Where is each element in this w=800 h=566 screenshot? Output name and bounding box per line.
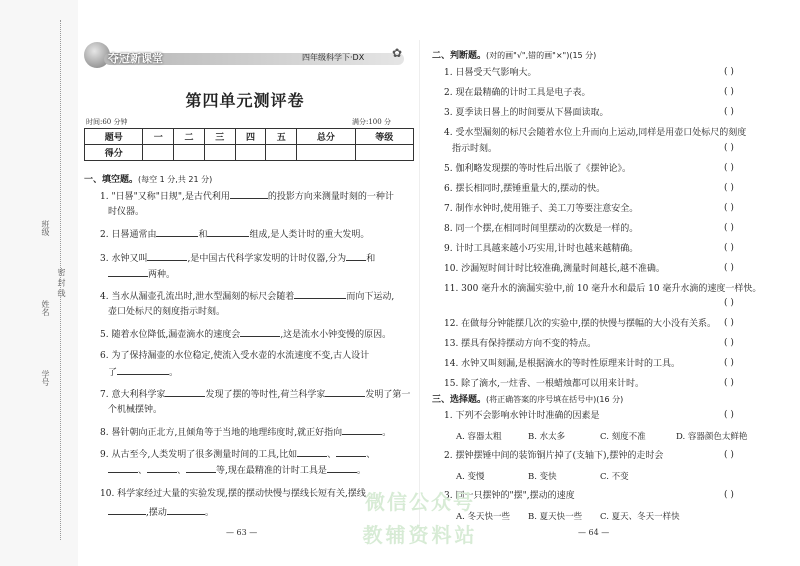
answer-paren[interactable]: ( ) — [724, 450, 734, 460]
section3-note: (将正确答案的序号填在括号中)(16 分) — [486, 395, 624, 404]
answer-paren[interactable]: ( ) — [724, 223, 734, 233]
answer-paren[interactable]: ( ) — [724, 298, 734, 308]
answer-paren[interactable]: ( ) — [724, 490, 734, 500]
score-header-cell: 题号 — [85, 129, 143, 145]
q-text: ,这是流水小钟变慢的原因。 — [280, 330, 392, 340]
q-text: 、 — [327, 450, 337, 460]
q-text: 。 — [356, 466, 366, 476]
answer-paren[interactable]: ( ) — [724, 183, 734, 193]
score-cell — [174, 145, 205, 161]
fill-q9-cont — [108, 464, 366, 477]
choice-q2: 2. 摆钟摆锤中间的装饰铜片掉了(支轴下),摆钟的走时会 — [444, 451, 664, 461]
exam-title: 第四单元测评卷 — [185, 91, 305, 110]
answer-blank[interactable] — [147, 464, 177, 473]
judge-item: 10. 沙漏短时间计时比较准确,测量时间越长,越不准确。 — [444, 264, 665, 274]
fill-q6-cont — [108, 366, 178, 379]
name-label: 姓名 — [41, 300, 50, 316]
answer-blank[interactable] — [147, 252, 187, 261]
q-text: 1. "日晷"又称"日规",是古代利用 — [100, 192, 230, 202]
answer-paren[interactable]: ( ) — [724, 410, 734, 420]
answer-blank[interactable] — [325, 388, 365, 397]
q-text: 4. 当水从漏壶孔流出时,泄水型漏刻的标尺会随着 — [100, 292, 295, 302]
score-table-row — [85, 145, 414, 161]
q-text: 7. 意大利科学家 — [100, 390, 166, 400]
judge-item: 指示时刻。 — [452, 144, 498, 154]
q-text: 。 — [204, 508, 214, 518]
q-text: 发明了第一 — [365, 390, 411, 400]
answer-paren[interactable]: ( ) — [724, 203, 734, 213]
choice-q2-option[interactable]: C. 不变 — [600, 472, 629, 482]
judge-item: 8. 同一个摆,在相同时间里摆动的次数是一样的。 — [444, 224, 639, 234]
score-table — [84, 128, 414, 161]
fill-q6 — [100, 350, 369, 362]
choice-q1-option[interactable]: C. 刻度不准 — [600, 432, 646, 442]
choice-q1: 1. 下列不会影响水钟计时准确的因素是 — [444, 411, 600, 421]
fill-q9 — [100, 448, 375, 461]
score-cell — [235, 145, 266, 161]
q-text: 9. 从古至今,人类发明了很多测量时间的工具,比如 — [100, 450, 298, 460]
answer-blank[interactable] — [108, 464, 138, 473]
q-text: 和 — [366, 254, 376, 264]
q-text: 5. 随着水位降低,漏壶滴水的速度会 — [100, 330, 241, 340]
choice-q2-option[interactable]: B. 变快 — [528, 472, 557, 482]
answer-blank[interactable] — [240, 328, 280, 337]
answer-paren[interactable]: ( ) — [724, 243, 734, 253]
q-text: 了 — [108, 368, 118, 378]
answer-blank[interactable] — [230, 190, 268, 199]
answer-blank[interactable] — [327, 464, 357, 473]
q-text: 组成,是人类计时的重大发明。 — [249, 230, 370, 240]
page-number-right: — 64 — — [578, 528, 610, 537]
q-text: 。 — [382, 428, 392, 438]
watermark-line2: 教辅资料站 — [362, 523, 478, 547]
choice-q1-option[interactable]: A. 容器太粗 — [456, 432, 502, 442]
score-cell — [204, 145, 235, 161]
section1-note: (每空 1 分,共 21 分) — [138, 175, 213, 184]
fill-q10-cont — [108, 506, 214, 519]
section2-heading: 二、判断题。 — [432, 51, 487, 61]
judge-item: 12. 在做每分钟能摆几次的实验中,摆的快慢与摆幅的大小没有关系。 — [444, 319, 717, 329]
score-header-cell: 总分 — [297, 129, 355, 145]
sprout-icon: ✿ — [392, 46, 403, 60]
section3-heading: 三、选择题。 — [432, 395, 487, 405]
watermark-line1: 微信公众号 — [365, 490, 475, 514]
judge-item: 15. 除了滴水,一炷香、一根蜡烛都可以用来计时。 — [444, 379, 645, 389]
choice-q3: 3. 同一只摆钟的"摆",摆动的速度 — [444, 491, 575, 501]
score-cell — [297, 145, 355, 161]
q-text: 而向下运动, — [346, 292, 395, 302]
answer-paren[interactable]: ( ) — [724, 378, 734, 388]
choice-q2-option[interactable]: A. 变慢 — [456, 472, 485, 482]
score-header-cell: 五 — [266, 129, 297, 145]
fill-q7 — [100, 388, 410, 401]
choice-q3-option[interactable]: C. 夏天、冬天一样快 — [600, 512, 680, 522]
answer-blank[interactable] — [117, 366, 169, 375]
class-label: 班级 — [41, 220, 50, 236]
seal-label: 密 封 线 — [57, 268, 66, 298]
score-header-cell: 四 — [235, 129, 266, 145]
section1-heading: 一、填空题。 — [84, 175, 139, 185]
answer-blank[interactable] — [167, 506, 205, 515]
judge-item: 5. 伽利略发现摆的等时性后出版了《摆钟论》。 — [444, 164, 631, 174]
answer-paren[interactable]: ( ) — [724, 318, 734, 328]
fill-q1-cont — [108, 206, 144, 218]
answer-paren[interactable]: ( ) — [724, 87, 734, 97]
judge-item: 6. 摆长相同时,摆锤重量大的,摆动的快。 — [444, 184, 606, 194]
q-text: 两种。 — [148, 270, 176, 280]
answer-blank[interactable] — [186, 464, 216, 473]
answer-paren[interactable]: ( ) — [724, 263, 734, 273]
answer-blank[interactable] — [108, 268, 148, 277]
q-text: 、 — [366, 450, 376, 460]
fill-q1 — [100, 190, 420, 203]
score-header-cell: 等级 — [355, 129, 413, 145]
id-label: 学号 — [41, 370, 50, 386]
page-divider — [419, 40, 420, 540]
judge-item: 9. 计时工具越来越小巧实用,计时也越来越精确。 — [444, 244, 639, 254]
q-text: 。 — [169, 368, 179, 378]
score-row-label: 得分 — [85, 145, 143, 161]
q-text: 8. 晷针朝向正北方,且倾角等于当地的地理纬度时,就正好指向 — [100, 428, 343, 438]
answer-blank[interactable] — [156, 228, 198, 237]
answer-blank[interactable] — [336, 448, 366, 457]
answer-blank[interactable] — [346, 252, 366, 261]
q-text: 个机械摆钟。 — [108, 405, 163, 415]
score-header-cell: 一 — [143, 129, 174, 145]
answer-blank[interactable] — [342, 426, 382, 435]
brand-name: 夺冠新课堂 — [108, 52, 163, 65]
brand-banner — [80, 40, 410, 74]
section3-title — [432, 392, 623, 405]
page-number-left: — 63 — — [226, 528, 258, 537]
q-text: 时仪器。 — [108, 207, 145, 217]
q-text: 壶口处标尺的刻度指示时刻。 — [108, 307, 226, 317]
q-text: 、 — [177, 466, 187, 476]
q-text: 、 — [138, 466, 148, 476]
score-cell — [355, 145, 413, 161]
exam-time: 时间:60 分钟 — [86, 118, 128, 126]
watermark — [320, 486, 520, 548]
judge-item: 7. 制作水钟时,使用锥子、美工刀等要注意安全。 — [444, 204, 639, 214]
judge-item: 2. 现在最精确的计时工具是电子表。 — [444, 88, 591, 98]
fill-q2 — [100, 228, 369, 241]
answer-blank[interactable] — [165, 388, 205, 397]
q-text: 6. 为了保持漏壶的水位稳定,使流入受水壶的水流速度不变,古人设计 — [100, 351, 370, 361]
judge-item: 1. 日晷受天气影响大。 — [444, 68, 537, 78]
score-cell — [143, 145, 174, 161]
section1-title — [84, 172, 212, 185]
score-header-cell: 三 — [204, 129, 235, 145]
answer-blank[interactable] — [297, 448, 327, 457]
judge-item: 4. 受水型漏刻的标尺会随着水位上升而向上运动,同样是用壶口处标尺的刻度 — [444, 128, 747, 138]
q-text: 3. 水钟又叫 — [100, 254, 148, 264]
q-text: ,是中国古代科学家发明的计时仪器,分为 — [187, 254, 347, 264]
fill-q7-cont — [108, 404, 162, 416]
answer-blank[interactable] — [207, 228, 249, 237]
fill-q3-cont — [108, 268, 175, 281]
q-text: 2. 日晷通常由 — [100, 230, 157, 240]
answer-blank[interactable] — [108, 506, 146, 515]
fill-q4-cont — [108, 306, 225, 318]
judge-item: 3. 夏季读日晷上的时间要从下晷面读取。 — [444, 108, 609, 118]
choice-q3-option[interactable]: A. 冬天快一些 — [456, 512, 511, 522]
q-text: 的投影方向来测量时刻的一种计 — [267, 192, 394, 202]
q-text: 等,现在最精准的计时工具是 — [216, 466, 327, 476]
section2-note: (对的画"√",错的画"×")(15 分) — [486, 51, 597, 60]
choice-q1-option[interactable]: B. 水太多 — [528, 432, 566, 442]
judge-item: 14. 水钟又叫刻漏,是根据滴水的等时性原理来计时的工具。 — [444, 359, 681, 369]
answer-paren[interactable]: ( ) — [724, 338, 734, 348]
q-text: 发现了摆的等时性,荷兰科学家 — [205, 390, 326, 400]
score-cell — [266, 145, 297, 161]
q-text: ,摆动 — [146, 508, 167, 518]
answer-paren[interactable]: ( ) — [724, 107, 734, 117]
judge-item: 13. 摆具有保持摆动方向不变的特点。 — [444, 339, 597, 349]
answer-blank[interactable] — [294, 290, 346, 299]
score-header-cell: 二 — [174, 129, 205, 145]
judge-item: 11. 300 毫升水的滴漏实验中,前 10 毫升水和最后 10 毫升水滴的速度一样快。 — [444, 284, 762, 294]
fill-q4 — [100, 290, 394, 303]
answer-paren[interactable]: ( ) — [724, 358, 734, 368]
answer-paren[interactable]: ( ) — [724, 67, 734, 77]
fill-q8 — [100, 426, 391, 439]
binding-strip — [0, 0, 78, 566]
q-text: 和 — [198, 230, 208, 240]
fill-q3 — [100, 252, 420, 265]
grade-label: 四年级科学下·DX — [302, 53, 365, 62]
answer-paren[interactable]: ( ) — [724, 143, 734, 153]
section2-title — [432, 48, 596, 61]
exam-full-score: 满分:100 分 — [352, 118, 391, 126]
choice-q3-option[interactable]: B. 夏天快一些 — [528, 512, 583, 522]
choice-q1-option[interactable]: D. 容器颜色太鲜艳 — [676, 432, 748, 442]
q-text: 10. 科学家经过大量的实验发现,摆的摆动快慢与摆线长短有关,摆线 — [100, 489, 366, 499]
score-table-header — [85, 129, 414, 145]
answer-paren[interactable]: ( ) — [724, 163, 734, 173]
fill-q5 — [100, 328, 391, 341]
